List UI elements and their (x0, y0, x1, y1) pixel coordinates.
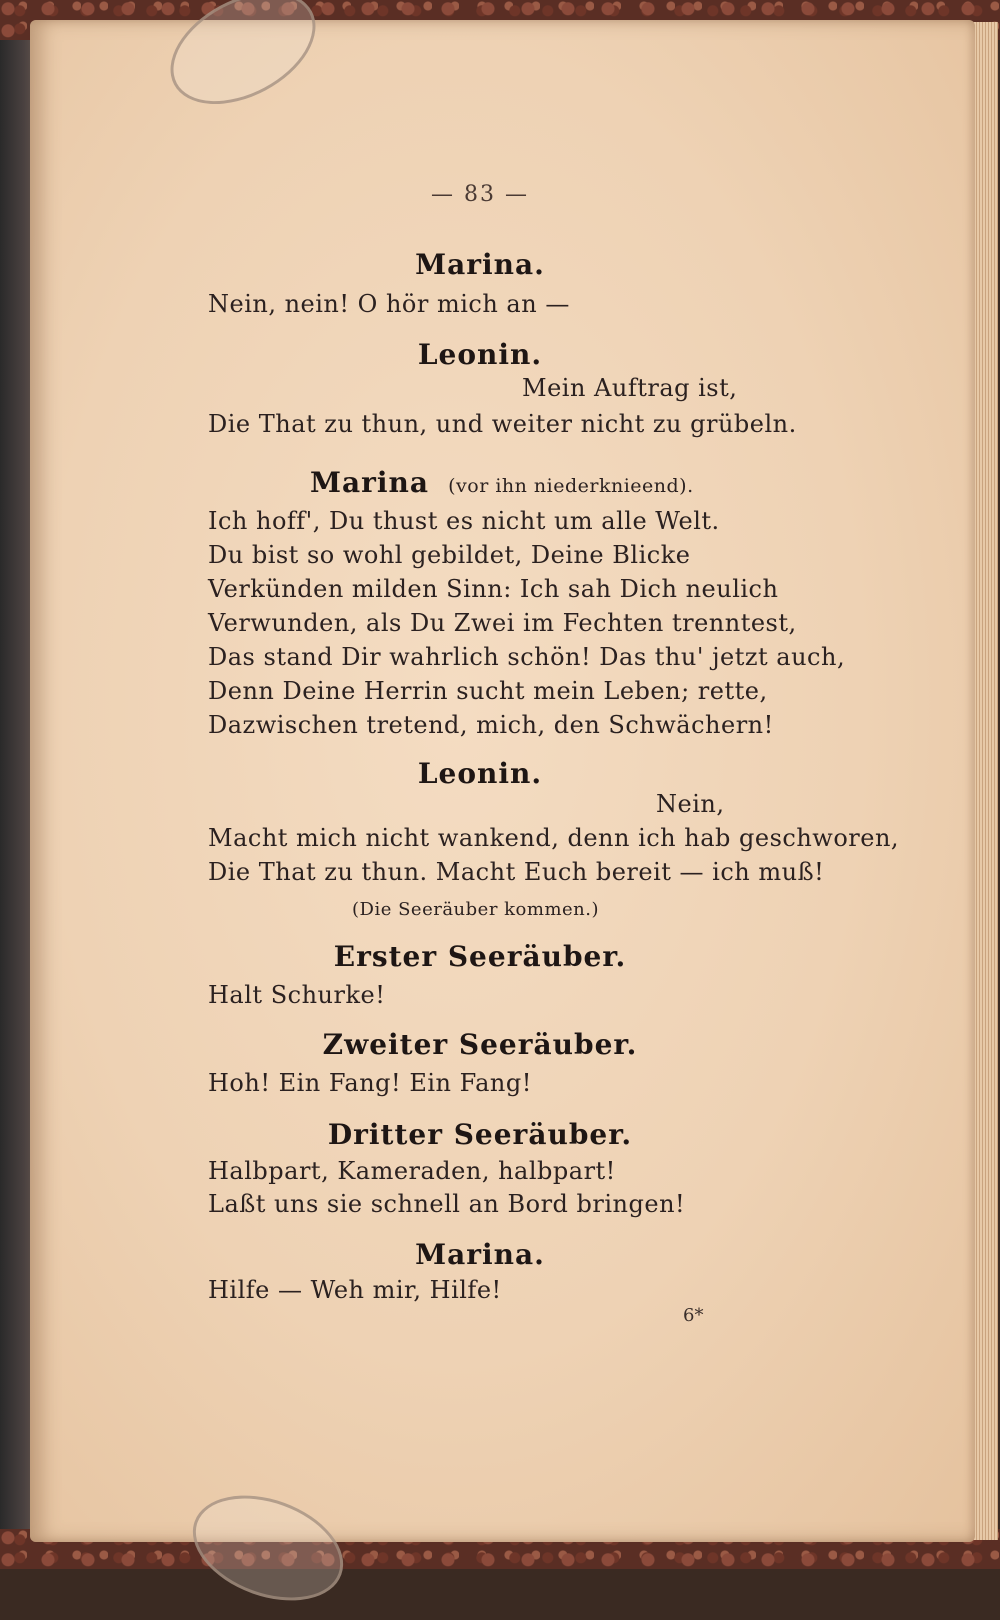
speaker-zweiter-seeraeuber: Zweiter Seeräuber. (322, 1028, 638, 1061)
text-line: Denn Deine Herrin sucht mein Leben; rette, (208, 677, 768, 705)
stage-direction: (vor ihn niederknieend). (448, 475, 694, 497)
speaker-leonin: Leonin. (417, 757, 543, 790)
text-line: Dazwischen tretend, mich, den Schwächern! (208, 711, 774, 739)
text-line: Verkünden milden Sinn: Ich sah Dich neulich (208, 575, 779, 603)
text-line: Verwunden, als Du Zwei im Fechten trenntest, (208, 609, 797, 637)
speaker-dritter-seeraeuber: Dritter Seeräuber. (327, 1118, 633, 1151)
text-line: Die That zu thun. Macht Euch bereit — ich muß! (208, 858, 825, 886)
text-line: Halt Schurke! (208, 981, 386, 1009)
page-number: — 83 — (431, 182, 529, 207)
text-line: Hoh! Ein Fang! Ein Fang! (208, 1069, 532, 1097)
speaker-name: Marina (310, 466, 430, 499)
text-line: Laßt uns sie schnell an Bord bringen! (208, 1190, 686, 1218)
speaker-marina-with-note (310, 466, 694, 499)
speaker-leonin: Leonin. (417, 338, 543, 371)
stage-direction: (Die Seeräuber kommen.) (352, 899, 600, 920)
text-line: Macht mich nicht wankend, denn ich hab geschworen, (208, 824, 900, 852)
speaker-marina: Marina. (415, 248, 545, 281)
text-line: Nein, nein! O hör mich an — (208, 290, 570, 318)
text-line: Nein, (656, 790, 725, 818)
text-line: Hilfe — Weh mir, Hilfe! (208, 1276, 502, 1304)
speaker-erster-seeraeuber: Erster Seeräuber. (333, 940, 627, 973)
text-line: Mein Auftrag ist, (522, 374, 738, 402)
text-line: Das stand Dir wahrlich schön! Das thu' jetzt auch, (208, 643, 846, 671)
text-line: Halbpart, Kameraden, halbpart! (208, 1157, 616, 1185)
text-line: Die That zu thun, und weiter nicht zu grübeln. (208, 410, 797, 438)
text-line: Ich hoff', Du thust es nicht um alle Welt. (208, 507, 720, 535)
signature-mark: 6* (683, 1305, 704, 1326)
speaker-marina: Marina. (415, 1238, 545, 1271)
text-line: Du bist so wohl gebildet, Deine Blicke (208, 541, 691, 569)
